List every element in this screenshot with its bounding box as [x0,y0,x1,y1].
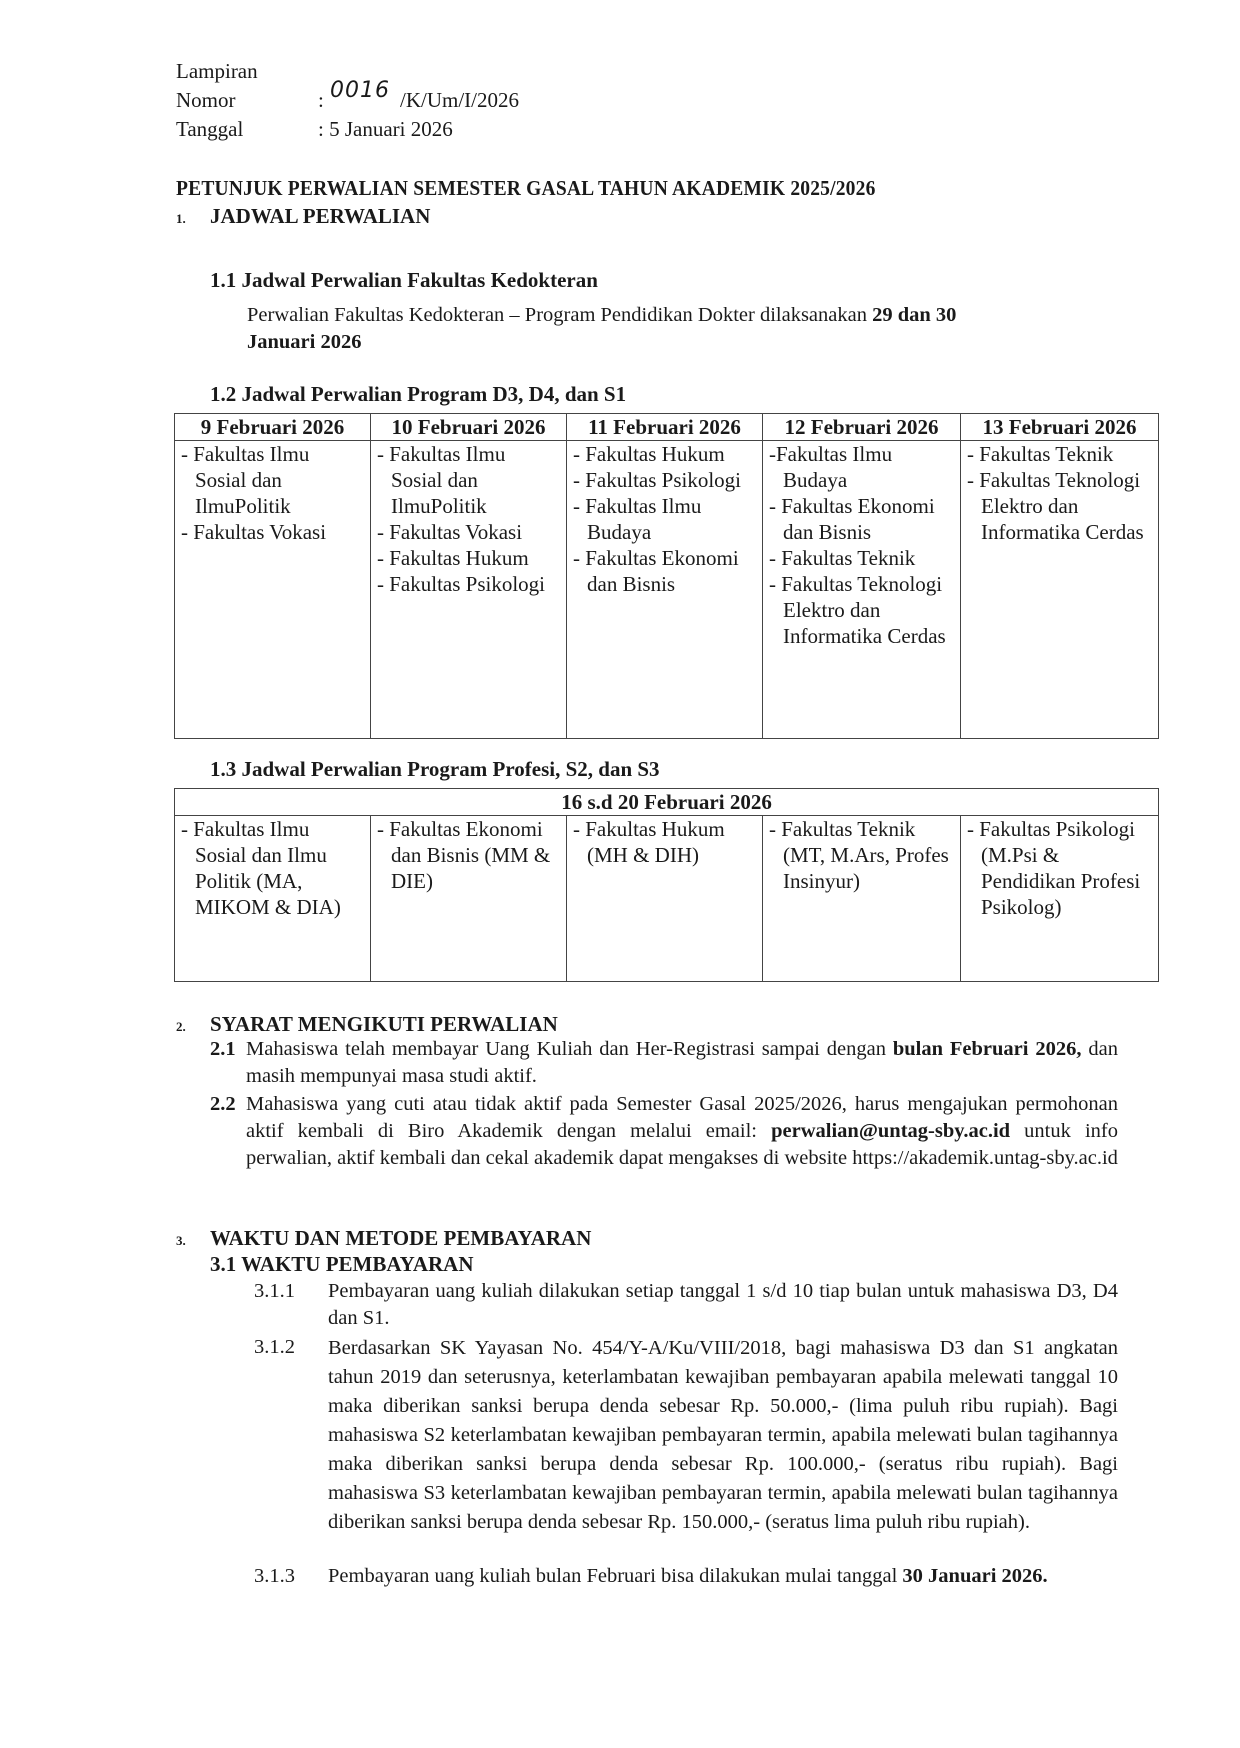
table-cell [175,441,371,739]
subsection-1-3-heading: 1.3 Jadwal Perwalian Program Profesi, S2, dan S3 [210,757,660,781]
subsection-1-1-text [247,302,1067,356]
payment-item-3-1-3 [254,1563,1118,1590]
item-text: Pembayaran uang kuliah dilakukan setiap tanggal 1 s/d 10 tiap bulan untuk mahasiswa D3, D4 dan S1. [328,1280,1118,1329]
table-cell [961,816,1159,982]
nomor-colon: : [318,88,324,112]
list-item: - Fakultas Ekonomi dan Bisnis (MM & DIE) [377,817,551,893]
list-item: - Fakultas Psikologi [377,572,546,596]
list-item: - Fakultas Ekonomi dan Bisnis [573,546,739,596]
nomor-handwritten: 0016 [330,78,390,103]
text-bold: bulan Februari 2026, [892,1038,1082,1060]
section-title: WAKTU DAN METODE PEMBAYARAN [210,1226,592,1250]
item-number: 2.2 [210,1093,236,1115]
nomor-label: Nomor [176,88,236,112]
table-cell [961,441,1159,739]
item-text: Berdasarkan SK Yayasan No. 454/Y-A/Ku/VIII/2018, bagi mahasiswa D3 dan S1 angkatan tahun 2019 dan seterusnya, keterlambatan kewajiban pembayaran apabila melewati tanggal 10 maka diberikan sanksi berupa denda sebesar Rp. 50.000,- (lima puluh ribu rupiah). Bagi mahasiswa S2 keterlambatan kewajiban pembayaran termin, apabila melewati bulan tagihannya maka diberikan sanksi berupa denda sebesar Rp. 100.000,- (seratus ribu rupiah). Bagi mahasiswa S3 keterlambatan kewajiban pembayaran termin, apabila melewati bulan tagihannya diberikan sanksi berupa denda sebesar Rp. 150.000,- (seratus lima puluh ribu rupiah). [328,1337,1118,1533]
section-number: 3. [176,1233,186,1248]
list-item: - Fakultas Hukum [377,546,529,570]
lampiran-label: Lampiran [176,59,258,83]
requirement-2-2 [210,1091,1118,1172]
text-normal: Perwalian Fakultas Kedokteran – Program Pendidikan Dokter dilaksanakan [247,304,873,326]
list-item: - Fakultas Vokasi [377,520,523,544]
column-header-date: 11 Februari 2026 [567,414,763,441]
item-number: 2.1 [210,1038,236,1060]
list-item: - Fakultas Hukum (MH & DIH) [573,817,725,867]
list-item: - Fakultas Ilmu Sosial dan IlmuPolitik [377,442,506,518]
table-cell [567,441,763,739]
section-number: 1. [176,211,186,226]
subsection-1-1-heading: 1.1 Jadwal Perwalian Fakultas Kedokteran [210,268,598,292]
payment-item-3-1-2 [254,1334,1118,1537]
schedule-table-d3-d4-s1 [174,413,1159,739]
list-item: - Fakultas Psikologi (M.Psi & Pendidikan Profesi Psikolog) [967,817,1141,919]
email-link[interactable]: perwalian@untag-sby.ac.id [771,1120,1011,1142]
text-normal: untuk info perwalian, aktif kembali dan cekal akademik dapat mengakses di website https://akademik.untag-sby.ac.id [246,1120,1119,1169]
list-item: -Fakultas Ilmu Budaya [769,442,893,492]
column-header-date-range: 16 s.d 20 Februari 2026 [175,789,1159,816]
list-item: - Fakultas Psikologi [573,468,742,492]
list-item: - Fakultas Teknik [967,442,1114,466]
table-cell [371,816,567,982]
requirement-2-1 [210,1036,1118,1090]
list-item: - Fakultas Ilmu Sosial dan IlmuPolitik [181,442,310,518]
section-number: 2. [176,1019,186,1034]
text-bold-date: Januari 2026 [247,331,362,353]
list-item: - Fakultas Ilmu Budaya [573,494,702,544]
list-item: - Fakultas Teknologi Elektro dan Informatika Cerdas [769,572,946,648]
column-header-date: 10 Februari 2026 [371,414,567,441]
subsection-1-2-heading: 1.2 Jadwal Perwalian Program D3, D4, dan S1 [210,382,627,406]
column-header-date: 13 Februari 2026 [961,414,1159,441]
item-text [246,1036,1118,1090]
column-header-date: 12 Februari 2026 [763,414,961,441]
section-1-heading [176,202,430,233]
table-cell [175,816,371,982]
list-item: - Fakultas Hukum [573,442,725,466]
text-normal: Pembayaran uang kuliah bulan Februari bisa dilakukan mulai tanggal [328,1565,903,1587]
text-normal: dan masih mempunyai masa studi aktif. [246,1038,1118,1087]
list-item: - Fakultas Teknik (MT, M.Ars, Profes Insinyur) [769,817,949,893]
list-item: - Fakultas Ekonomi dan Bisnis [769,494,935,544]
list-item: - Fakultas Ilmu Sosial dan Ilmu Politik (MA, MIKOM & DIA) [181,817,341,919]
text-bold-date: 29 dan 30 [872,304,957,326]
text-normal: Mahasiswa yang cuti atau tidak aktif pada Semester Gasal 2025/2026, harus mengajukan permohonan aktif kembali di Biro Akademik dengan melalui email: [246,1093,1118,1142]
subsection-3-1-heading: 3.1 WAKTU PEMBAYARAN [210,1252,474,1276]
item-text [246,1091,1118,1172]
list-item: - Fakultas Teknik [769,546,916,570]
nomor-suffix: /K/Um/I/2026 [400,88,519,112]
column-header-date: 9 Februari 2026 [175,414,371,441]
item-text [328,1563,1118,1590]
item-number: 3.1.1 [254,1280,295,1302]
list-item: - Fakultas Teknologi Elektro dan Informatika Cerdas [967,468,1144,544]
schedule-table-profesi-s2-s3 [174,788,1159,982]
table-cell [567,816,763,982]
payment-item-3-1-1 [254,1278,1118,1332]
page-title: PETUNJUK PERWALIAN SEMESTER GASAL TAHUN AKADEMIK 2025/2026 [176,176,876,200]
item-number: 3.1.2 [254,1336,295,1358]
text-normal: Mahasiswa telah membayar Uang Kuliah dan Her-Registrasi sampai dengan [246,1038,893,1060]
table-cell [763,441,961,739]
text-bold-date: 30 Januari 2026. [902,1565,1048,1587]
tanggal-label: Tanggal [176,117,244,141]
list-item: - Fakultas Vokasi [181,520,327,544]
table-cell [371,441,567,739]
tanggal-value: : 5 Januari 2026 [318,117,453,141]
item-number: 3.1.3 [254,1565,295,1587]
table-cell [763,816,961,982]
section-title: JADWAL PERWALIAN [210,204,431,228]
section-title: SYARAT MENGIKUTI PERWALIAN [210,1012,558,1036]
